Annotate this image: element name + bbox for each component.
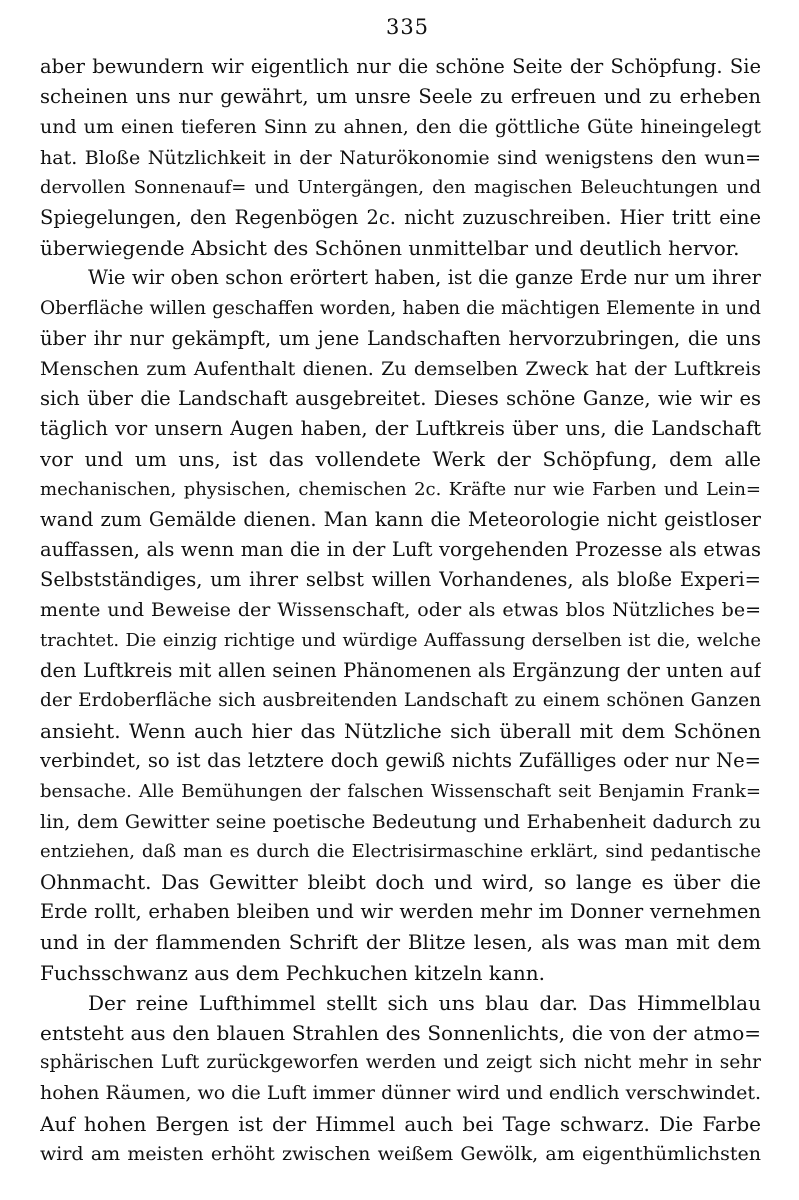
text-line: Oberfläche willen geschaffen worden, haben die mächtigen Elemente in und <box>40 297 761 319</box>
text-line: Fuchsschwanz aus dem Pechkuchen kitzeln kann. <box>40 960 546 985</box>
text-line: entziehen, daß man es durch die Electrisirmaschine erklärt, sind pedantische <box>40 840 761 862</box>
text-line: sich über die Landschaft ausgebreitet. Dieses schöne Ganze, wie wir es <box>40 387 761 411</box>
text-line: bensache. Alle Bemühungen der falschen Wissenschaft seit Benjamin Frank= <box>40 780 761 802</box>
text-line: wand zum Gemälde dienen. Man kann die Meteorologie nicht geistloser <box>40 507 761 531</box>
text-line: verbindet, so ist das letztere doch gewiß nichts Zufälliges oder nur Ne= <box>40 749 761 773</box>
text-line: Ohnmacht. Das Gewitter bleibt doch und wird, so lange es über die <box>40 870 761 895</box>
text-line: überwiegende Absicht des Schönen unmittelbar und deutlich hervor. <box>40 236 740 261</box>
body-text <box>40 52 761 1169</box>
text-line: den Luftkreis mit allen seinen Phänomenen als Ergänzung der unten auf <box>40 658 761 682</box>
text-line: der Erdoberfläche sich ausbreitenden Landschaft zu einem schönen Ganzen <box>40 689 761 711</box>
page-number: 335 <box>385 15 430 39</box>
text-line: täglich vor unsern Augen haben, der Luftkreis über uns, die Landschaft <box>40 417 761 441</box>
text-line: Der reine Lufthimmel stellt sich uns blau dar. Das Himmelblau <box>88 990 761 1015</box>
text-line: dervollen Sonnenauf= und Untergängen, den magischen Beleuchtungen und <box>40 176 761 198</box>
text-line: mechanischen, physischen, chemischen 2c. Kräfte nur wie Farben und Lein= <box>40 478 761 500</box>
text-line: Selbstständiges, um ihrer selbst willen Vorhandenes, als bloße Experi= <box>40 568 761 592</box>
text-line: Erde rollt, erhaben bleiben und wir werden mehr im Donner vernehmen <box>40 900 761 924</box>
text-line: aber bewundern wir eigentlich nur die schöne Seite der Schöpfung. Sie <box>40 55 761 78</box>
text-line: wird am meisten erhöht zwischen weißem Gewölk, am eigenthümlichsten <box>40 1142 761 1165</box>
text-line: lin, dem Gewitter seine poetische Bedeutung und Erhabenheit dadurch zu <box>40 810 761 833</box>
text-line: Spiegelungen, den Regenbögen 2c. nicht zuzuschreiben. Hier tritt eine <box>40 205 761 229</box>
text-line: und um einen tieferen Sinn zu ahnen, den die göttliche Güte hineingelegt <box>40 116 761 139</box>
text-line: Wie wir oben schon erörtert haben, ist die ganze Erde nur um ihrer <box>88 266 761 290</box>
text-line: sphärischen Luft zurückgeworfen werden und zeigt sich nicht mehr in sehr <box>40 1052 761 1074</box>
text-line: vor und um uns, ist das vollendete Werk der Schöpfung, dem alle <box>40 447 761 472</box>
text-line: scheinen uns nur gewährt, um unsre Seele zu erfreuen und zu erheben <box>40 85 761 109</box>
text-line: und in der flammenden Schrift der Blitze lesen, als was man mit dem <box>40 930 761 955</box>
text-line: auffassen, als wenn man die in der Luft vorgehenden Prozesse als etwas <box>40 538 761 561</box>
text-line: hohen Räumen, wo die Luft immer dünner wird und endlich verschwindet. <box>40 1082 761 1105</box>
text-line: über ihr nur gekämpft, um jene Landschaften hervorzubringen, die uns <box>40 326 761 350</box>
text-line: trachtet. Die einzig richtige und würdige Auffassung derselben ist die, welche <box>40 629 761 651</box>
text-line: mente und Beweise der Wissenschaft, oder als etwas blos Nützliches be= <box>40 599 761 622</box>
text-line: Menschen zum Aufenthalt dienen. Zu demselben Zweck hat der Luftkreis <box>40 357 761 380</box>
text-line: Auf hohen Bergen ist der Himmel auch bei Tage schwarz. Die Farbe <box>40 1111 761 1136</box>
text-line: hat. Bloße Nützlichkeit in der Naturökonomie sind wenigstens den wun= <box>40 146 761 169</box>
text-line: entsteht aus den blauen Strahlen des Sonnenlichts, die von der atmo= <box>40 1021 761 1045</box>
text-line: ansieht. Wenn auch hier das Nützliche sich überall mit dem Schönen <box>40 719 761 744</box>
